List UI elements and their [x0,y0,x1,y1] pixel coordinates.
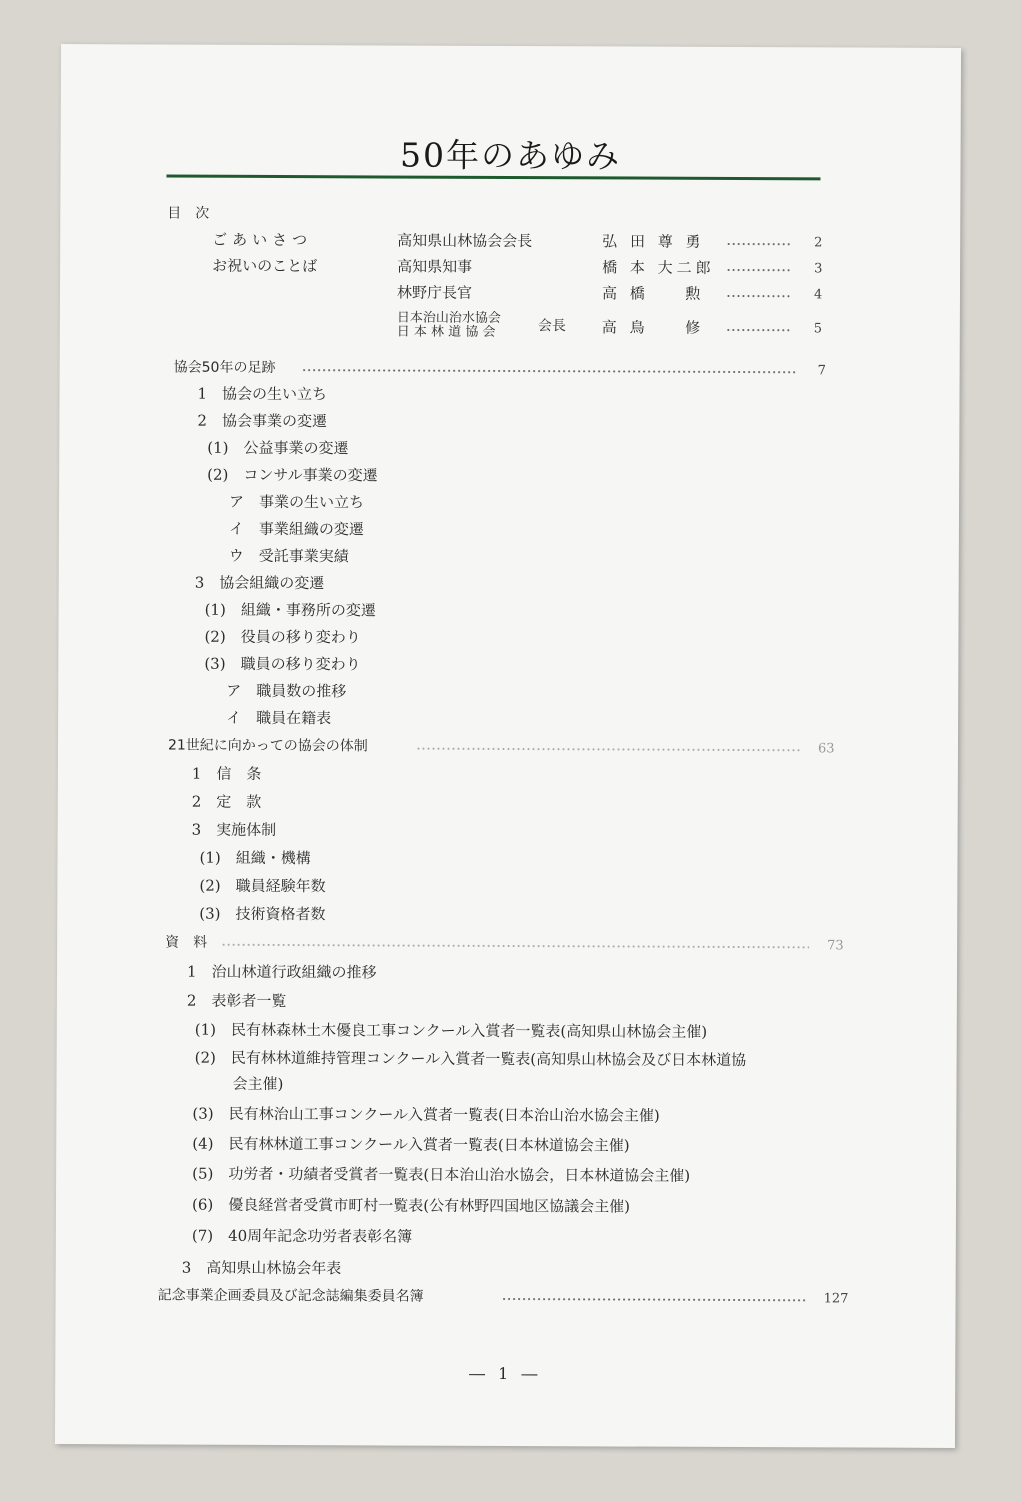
greeting-name: 弘 田 尊 勇 [602,232,705,251]
toc-entry: (2) 職員経験年数 [199,876,326,896]
toc-entry: 会主催) [232,1074,284,1094]
toc-entry: 2 表彰者一覧 [186,991,287,1011]
leader-dots [416,748,800,752]
toc-entry: (1) 公益事業の変遷 [207,438,349,458]
greeting-org: 高知県知事 [397,257,473,276]
toc-label: 目 次 [167,205,210,222]
toc-entry: (2) コンサル事業の変遷 [207,465,378,485]
section-heading: 記念事業企画委員及び記念誌編集委員名簿 [157,1287,424,1305]
page-number: 2 [814,235,823,251]
toc-entry: 1 協会の生い立ち [197,384,328,404]
leader-dots [726,269,790,271]
toc-entry: (1) 組織・機構 [199,848,311,868]
toc-entry: (7) 40周年記念功労者表彰名簿 [191,1226,413,1246]
toc-entry: (3) 技術資格者数 [199,904,326,924]
greeting-org-suffix: 会長 [537,318,566,335]
toc-entry: 1 治山林道行政組織の推移 [186,962,377,982]
toc-entry: (6) 優良経営者受賞市町村一覧表(公有林野四国地区協議会主催) [191,1195,630,1216]
toc-entry: イ 職員在籍表 [226,708,332,728]
toc-entry: 2 定 款 [191,792,262,811]
greeting-name: 高 鳥 修 [601,318,705,337]
toc-entry: (5) 功労者・功績者受賞者一覧表(日本治山治水協会，日本林道協会主催) [192,1164,691,1185]
toc-entry: (2) 役員の移り変わり [204,627,361,647]
leader-dots [221,944,809,949]
greeting-org: 高知県山林協会会長 [397,231,533,251]
page-footer: ― 1 ― [469,1363,542,1384]
toc-entry: (4) 民有林林道工事コンクール入賞者一覧表(日本林道協会主催) [192,1134,630,1155]
toc-entry: (3) 民有林治山工事コンクール入賞者一覧表(日本治山治水協会主催) [192,1104,660,1125]
document-page [55,44,961,1448]
greeting-name: 橋 本 大二郎 [602,258,715,277]
toc-entry: 3 高知県山林協会年表 [181,1258,342,1278]
toc-entry: ア 職員数の推移 [226,681,347,701]
page-number: 73 [827,938,844,954]
page-number: 5 [813,321,823,337]
toc-entry: 3 実施体制 [191,820,277,839]
toc-entry: (1) 民有林森林土木優良工事コンクール入賞者一覧表(高知県山林協会主催) [194,1020,708,1041]
leader-dots [726,243,790,245]
section-heading: 協会50年の足跡 [173,359,276,376]
toc-entry: ア 事業の生い立ち [229,492,365,512]
toc-entry: ウ 受託事業実績 [228,546,349,566]
leader-dots [502,1298,808,1301]
toc-entry: 2 協会事業の変遷 [197,411,328,431]
section-heading: 21世紀に向かっての協会の体制 [167,737,368,755]
leader-dots [302,369,796,373]
toc-entry: 1 信 条 [191,764,262,783]
toc-entry: (3) 職員の移り変わり [204,654,361,674]
page-number: 7 [817,363,826,379]
leader-dots [726,295,790,297]
page-number: 63 [817,741,835,757]
greeting-name: 高 橋 勲 [601,284,705,303]
greeting-item: お祝いのことば [212,256,318,276]
greeting-org-line2: 日 本 林 道 協 会 [396,324,496,340]
section-heading: 資 料 [165,934,208,951]
page-number: 4 [813,287,823,303]
page-number: 127 [823,1291,849,1307]
greeting-org-line1: 日本治山治水協会 [396,310,501,326]
page-number: 3 [814,261,823,277]
toc-entry: 3 協会組織の変遷 [194,573,325,593]
page-title: 50年のあゆみ [399,135,622,176]
toc-entry: (1) 組織・事務所の変遷 [204,600,376,620]
toc-entry: イ 事業組織の変遷 [228,519,364,539]
leader-dots [726,329,790,331]
greeting-item: ごあいさつ [212,230,313,250]
toc-entry: (2) 民有林林道維持管理コンクール入賞者一覧表(高知県山林協会及び日本林道協 [194,1048,747,1070]
greeting-org: 林野庁長官 [396,283,473,302]
